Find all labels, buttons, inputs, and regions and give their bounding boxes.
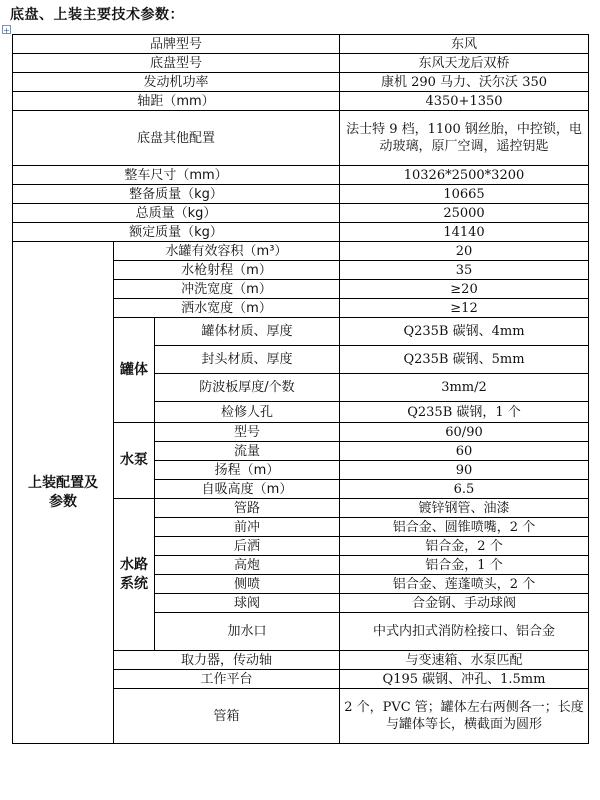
value-cell: 10665 — [340, 185, 589, 204]
label-cell: 扬程（m） — [155, 461, 340, 480]
value-cell: 镀锌钢管、油漆 — [340, 499, 589, 518]
label-cell: 品牌型号 — [13, 35, 340, 54]
table-row — [13, 73, 589, 92]
label-cell: 整车尺寸（mm） — [13, 166, 340, 185]
label-cell: 冲洗宽度（m） — [114, 280, 340, 299]
group-label-pump: 水泵 — [114, 423, 155, 499]
label-cell: 后洒 — [155, 537, 340, 556]
label-cell: 罐体材质、厚度 — [155, 318, 340, 346]
value-cell: 25000 — [340, 204, 589, 223]
table-row — [13, 111, 589, 166]
value-cell: 铝合金，1 个 — [340, 556, 589, 575]
label-cell: 总质量（kg） — [13, 204, 340, 223]
table-row — [13, 35, 589, 54]
table-move-handle-icon[interactable]: + — [3, 26, 10, 35]
label-cell: 发动机功率 — [13, 73, 340, 92]
label-cell: 自吸高度（m） — [155, 480, 340, 499]
label-cell: 底盘型号 — [13, 54, 340, 73]
value-cell: 铝合金、莲蓬喷头，2 个 — [340, 575, 589, 594]
label-cell: 球阀 — [155, 594, 340, 613]
value-cell: 10326*2500*3200 — [340, 166, 589, 185]
value-cell: 2 个，PVC 管；罐体左右两侧各一；长度与罐体等长，横截面为圆形 — [340, 689, 589, 744]
table-row — [13, 185, 589, 204]
value-cell: 合金钢、手动球阀 — [340, 594, 589, 613]
value-cell: 60 — [340, 442, 589, 461]
value-cell: 20 — [340, 242, 589, 261]
label-cell: 前冲 — [155, 518, 340, 537]
value-cell: 铝合金、圆锥喷嘴，2 个 — [340, 518, 589, 537]
group-label-tank: 罐体 — [114, 318, 155, 423]
label-cell: 封头材质、厚度 — [155, 346, 340, 374]
label-cell: 额定质量（kg） — [13, 223, 340, 242]
label-cell: 轴距（mm） — [13, 92, 340, 111]
value-cell: Q195 碳钢、冲孔、1.5mm — [340, 670, 589, 689]
value-cell: Q235B 碳钢，1 个 — [340, 402, 589, 423]
label-cell: 水枪射程（m） — [114, 261, 340, 280]
label-cell: 洒水宽度（m） — [114, 299, 340, 318]
label-cell: 加水口 — [155, 613, 340, 651]
value-cell: ≥12 — [340, 299, 589, 318]
label-cell: 侧喷 — [155, 575, 340, 594]
label-cell: 底盘其他配置 — [13, 111, 340, 166]
label-cell: 流量 — [155, 442, 340, 461]
label-cell: 管箱 — [114, 689, 340, 744]
label-cell: 取力器，传动轴 — [114, 651, 340, 670]
label-cell: 型号 — [155, 423, 340, 442]
group-label-waterway: 水路系统 — [114, 499, 155, 651]
table-row — [13, 92, 589, 111]
value-cell: 4350+1350 — [340, 92, 589, 111]
label-cell: 管路 — [155, 499, 340, 518]
value-cell: 中式内扣式消防栓接口、铝合金 — [340, 613, 589, 651]
value-cell: ≥20 — [340, 280, 589, 299]
table-row — [13, 223, 589, 242]
value-cell: 法士特 9 档，1100 钢丝胎，中控锁，电动玻璃，原厂空调，遥控钥匙 — [340, 111, 589, 166]
table-row — [13, 166, 589, 185]
value-cell: 14140 — [340, 223, 589, 242]
label-cell: 整备质量（kg） — [13, 185, 340, 204]
table-row — [13, 204, 589, 223]
value-cell: 60/90 — [340, 423, 589, 442]
value-cell: 康机 290 马力、沃尔沃 350 — [340, 73, 589, 92]
label-cell: 工作平台 — [114, 670, 340, 689]
value-cell: 35 — [340, 261, 589, 280]
spec-table — [12, 34, 589, 744]
label-cell: 防波板厚度/个数 — [155, 374, 340, 402]
upper-section-header: 上装配置及参数 — [13, 242, 114, 744]
value-cell: Q235B 碳钢、5mm — [340, 346, 589, 374]
value-cell: 东风 — [340, 35, 589, 54]
value-cell: 东风天龙后双桥 — [340, 54, 589, 73]
value-cell: 铝合金，2 个 — [340, 537, 589, 556]
value-cell: Q235B 碳钢、4mm — [340, 318, 589, 346]
label-cell: 检修人孔 — [155, 402, 340, 423]
label-cell: 水罐有效容积（m³） — [114, 242, 340, 261]
table-row — [13, 54, 589, 73]
page-title: 底盘、上装主要技术参数： — [10, 7, 184, 23]
table-row — [13, 242, 589, 261]
value-cell: 与变速箱、水泵匹配 — [340, 651, 589, 670]
value-cell: 90 — [340, 461, 589, 480]
value-cell: 3mm/2 — [340, 374, 589, 402]
label-cell: 高炮 — [155, 556, 340, 575]
value-cell: 6.5 — [340, 480, 589, 499]
